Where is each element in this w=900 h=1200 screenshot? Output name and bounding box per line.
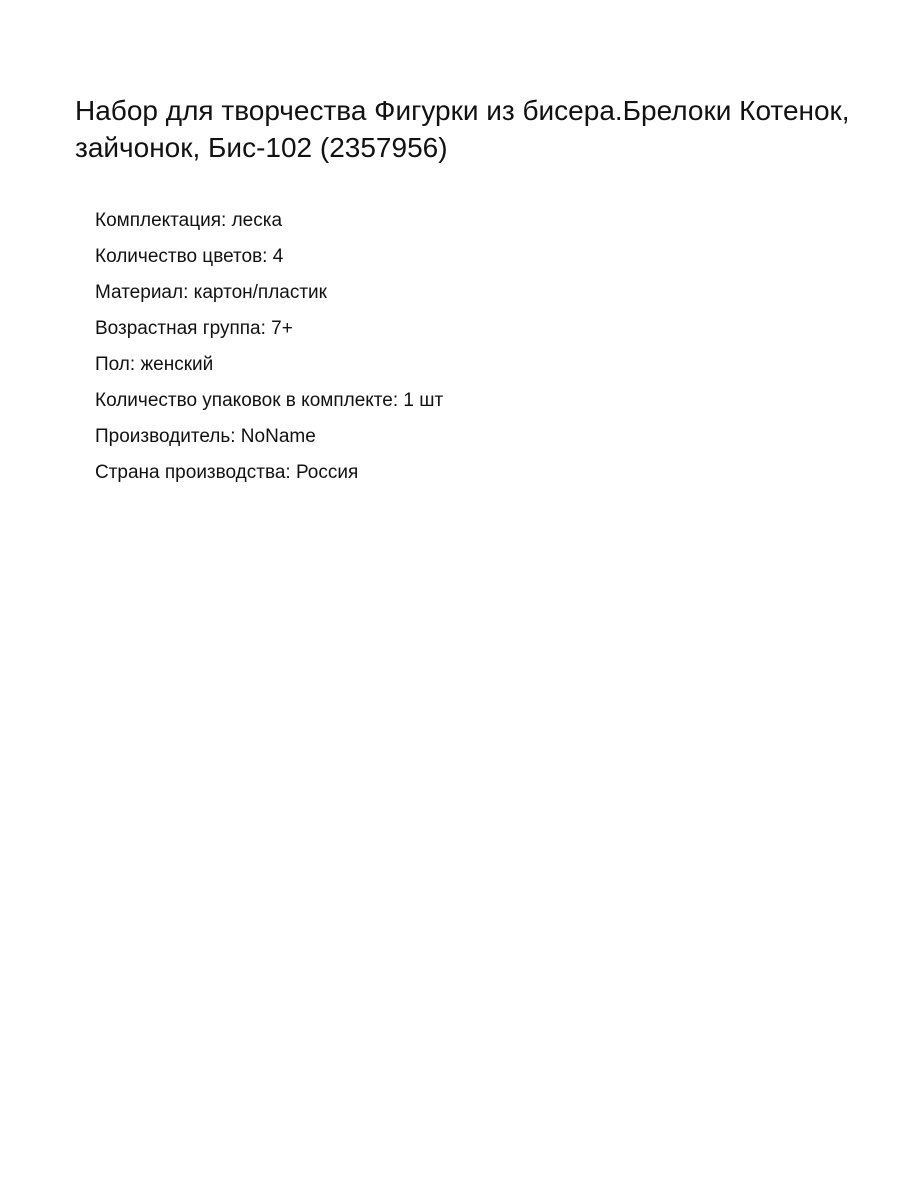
spec-age-group: Возрастная группа: 7+ xyxy=(95,318,293,339)
spec-color-count: Количество цветов: 4 xyxy=(95,246,284,267)
spec-gender: Пол: женский xyxy=(95,354,214,375)
spec-country: Страна производства: Россия xyxy=(95,462,359,483)
spec-package-count: Количество упаковок в комплекте: 1 шт xyxy=(95,390,444,411)
product-title: Набор для творчества Фигурки из бисера.Брелоки Котенок, зайчонок, Бис-102 (2357956) xyxy=(75,95,850,163)
spec-material: Материал: картон/пластик xyxy=(95,282,327,303)
specs-list xyxy=(95,203,443,491)
spec-manufacturer: Производитель: NoName xyxy=(95,426,316,447)
spec-equipment: Комплектация: леска xyxy=(95,210,283,231)
